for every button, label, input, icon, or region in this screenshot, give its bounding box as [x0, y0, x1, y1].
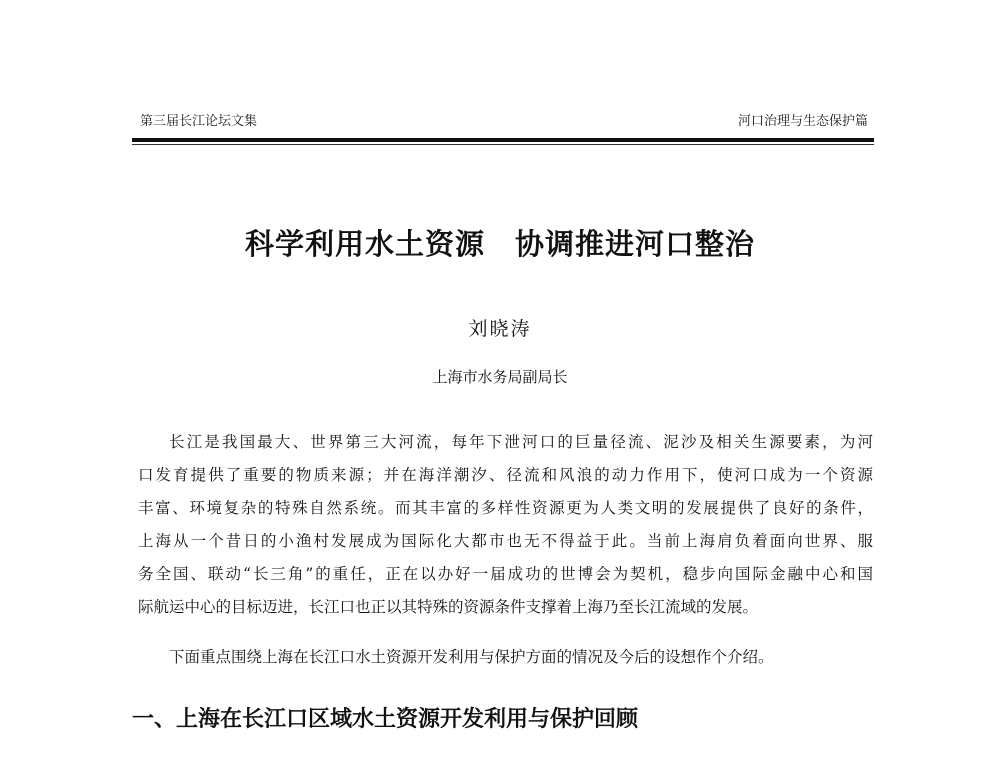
header-collection-title: 第三届长江论坛文集 — [140, 114, 258, 129]
paragraph-line: 丰富、环境复杂的特殊自然系统。而其丰富的多样性资源更为人类文明的发展提供了良好的条件， — [138, 499, 873, 517]
running-header — [132, 113, 872, 135]
paragraph-line: 际航运中心的目标迈进，长江口也正以其特殊的资源条件支撑着上海乃至长江流域的发展。 — [138, 598, 759, 616]
body-paragraph-1 — [138, 426, 873, 624]
paragraph-line: 长江是我国最大、世界第三大河流，每年下泄河口的巨量径流、泥沙及相关生源要素，为河 — [169, 433, 873, 451]
article-title: 科学利用水土资源 协调推进河口整治 — [244, 227, 755, 261]
section-heading-1: 一、上海在长江口区域水土资源开发利用与保护回顾 — [132, 706, 639, 732]
header-section-title: 河口治理与生态保护篇 — [737, 114, 868, 129]
paragraph-line: 上海从一个昔日的小渔村发展成为国际化大都市也无不得益于此。当前上海肩负着面向世界、服 — [138, 532, 873, 550]
body-paragraph-2 — [138, 641, 873, 674]
author-affiliation: 上海市水务局副局长 — [432, 368, 568, 386]
paragraph-line: 口发育提供了重要的物质来源；并在海洋潮汐、径流和风浪的动力作用下，使河口成为一个资源 — [138, 466, 873, 484]
paragraph-line: 下面重点围绕上海在长江口水土资源开发利用与保护方面的情况及今后的设想作个介绍。 — [169, 648, 774, 666]
header-rule-thick — [132, 138, 874, 142]
header-rule-thin — [132, 144, 874, 145]
author-name: 刘晓涛 — [468, 318, 532, 340]
paragraph-line: 务全国、联动“长三角”的重任，正在以办好一届成功的世博会为契机，稳步向国际金融中心和国 — [138, 565, 873, 583]
